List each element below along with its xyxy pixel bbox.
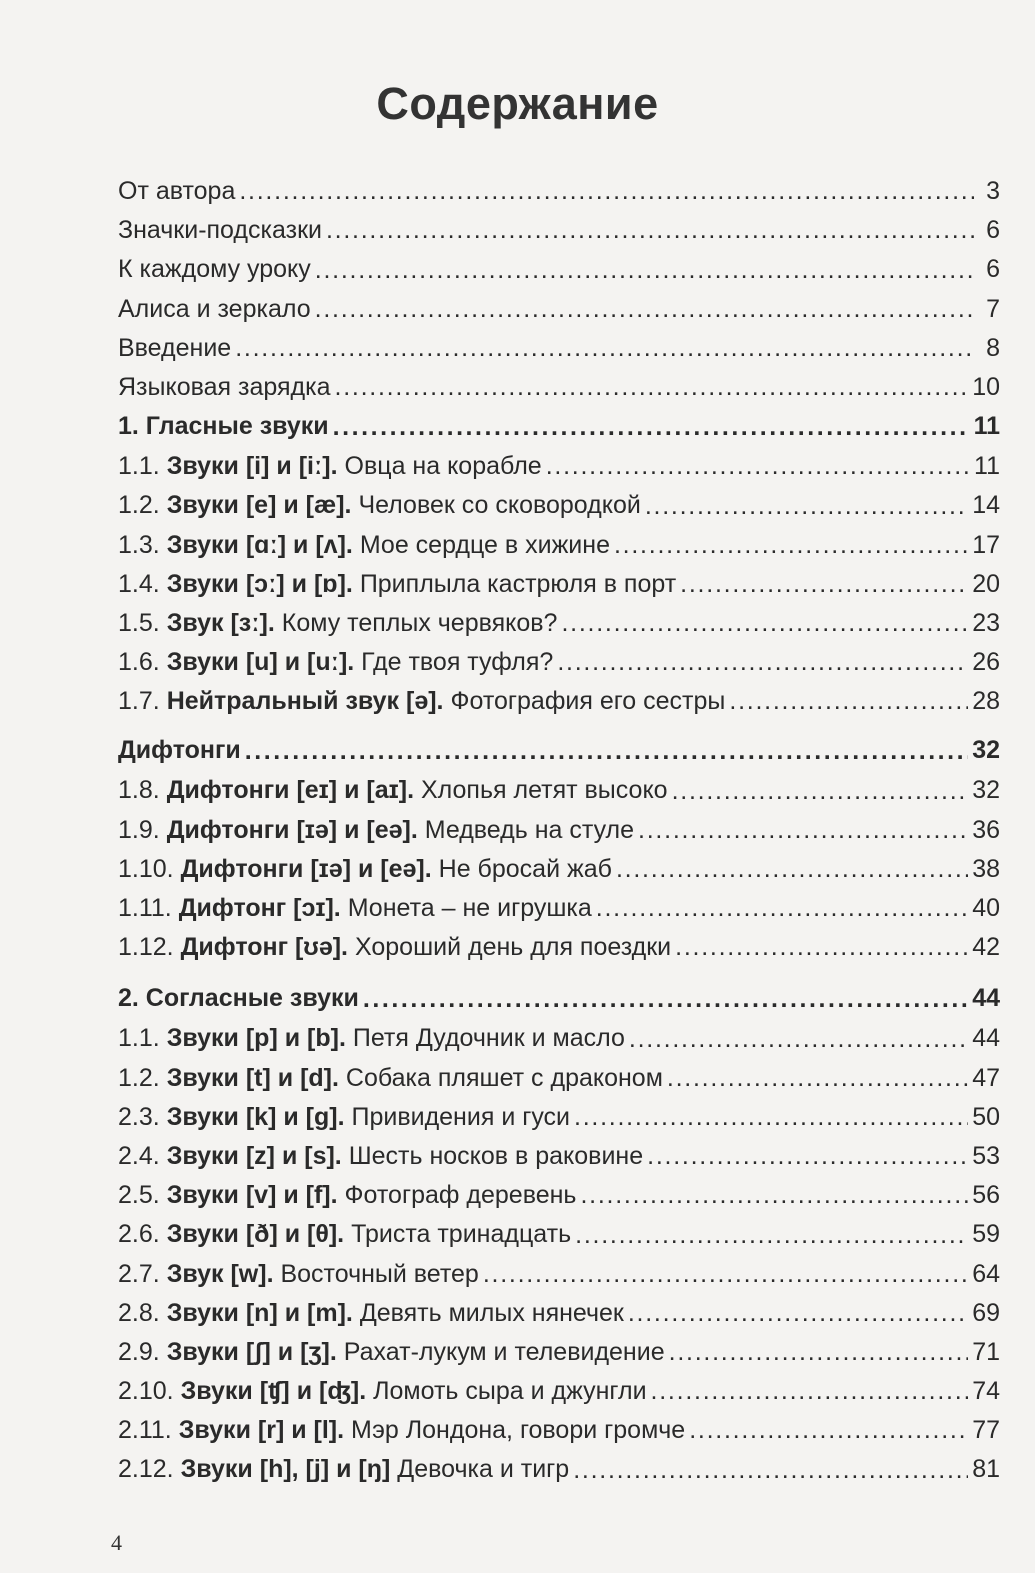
toc-entry-label	[118, 290, 311, 329]
toc-entry-label	[118, 1372, 647, 1411]
dot-leader	[645, 486, 968, 525]
toc-entry-label	[118, 604, 557, 643]
toc-entry-title: Овца на корабле	[344, 452, 542, 481]
toc-entry-row	[118, 1450, 1000, 1489]
toc-entry-label	[118, 1098, 570, 1137]
toc-entry-number: 2.5.	[118, 1181, 160, 1210]
dot-leader	[315, 290, 974, 329]
toc-entry-row	[118, 211, 1000, 250]
page-title: Содержание	[376, 78, 659, 129]
toc-page-number: 11	[973, 412, 1000, 441]
toc-entry-heading: Звук [w].	[166, 1259, 274, 1288]
toc-entry-number: 1.7.	[118, 687, 160, 716]
toc-entry-label	[118, 682, 725, 721]
dot-leader	[483, 1255, 968, 1294]
toc-page-number: 7	[986, 294, 1000, 323]
dot-leader	[614, 526, 968, 565]
toc-entry-label	[118, 1411, 685, 1450]
toc-entry-row	[118, 1294, 1000, 1333]
toc-entry-number: 2.10.	[118, 1377, 174, 1406]
toc-entry-heading: Дифтонги [ɪə] и [eə].	[180, 854, 432, 883]
toc-entry-title: Собака пляшет с драконом	[345, 1063, 663, 1092]
toc-entry-heading: Звуки [u] и [uː].	[166, 648, 355, 677]
toc-entry-heading: Звуки [i] и [iː].	[166, 452, 338, 481]
dot-leader	[235, 329, 974, 368]
toc-entry-label	[118, 407, 329, 446]
toc-entry-label	[118, 447, 542, 486]
toc-page-number: 69	[972, 1298, 1000, 1327]
toc-entry-number: 1.11.	[118, 894, 172, 922]
toc-entry-label	[118, 811, 634, 850]
toc-entry-row	[118, 486, 1000, 525]
toc-entry-row	[118, 172, 1000, 211]
toc-entry-label	[118, 731, 241, 770]
toc-entry-title: Восточный ветер	[280, 1259, 479, 1288]
toc-entry-title: Хороший день для поездки	[354, 933, 672, 962]
toc-entry-number: 2.6.	[118, 1220, 160, 1249]
toc-page-number: 44	[972, 1024, 1000, 1053]
dot-leader	[561, 604, 968, 643]
toc-entry-row	[118, 1098, 1000, 1137]
dot-leader	[675, 928, 968, 967]
toc-page-number: 32	[972, 776, 1000, 805]
dot-leader	[669, 1333, 969, 1372]
toc-page-number: 11	[974, 452, 1000, 481]
toc-entry-row	[118, 1059, 1000, 1098]
toc-page-number: 17	[972, 530, 1000, 559]
toc-page-number: 77	[972, 1416, 1000, 1445]
toc-entry-label	[118, 1450, 569, 1489]
toc-page-number: 44	[972, 984, 1000, 1013]
toc-entry-heading: Звуки [n] и [m].	[166, 1298, 353, 1327]
toc-entry-label	[118, 643, 553, 682]
dot-leader	[651, 1372, 969, 1411]
toc-entry-label	[118, 250, 311, 289]
dot-leader	[629, 1019, 968, 1058]
toc-entry-label	[118, 1059, 663, 1098]
toc-entry-row	[118, 1372, 1000, 1411]
toc-entry-label	[118, 889, 592, 928]
toc-entry-title: Человек со сковородкой	[358, 491, 641, 520]
toc-entry-title: Девочка и тигр	[397, 1455, 570, 1484]
toc-entry-title: Шесть носков в раковине	[348, 1141, 644, 1170]
toc-entry-heading: Звуки [ð] и [θ].	[166, 1220, 345, 1249]
toc-entry-label	[118, 771, 668, 810]
toc-entry-heading: Дифтонг [ɔɪ].	[178, 894, 341, 922]
toc-entry-label	[118, 172, 235, 211]
dot-leader	[638, 811, 968, 850]
toc-page-number: 81	[972, 1455, 1000, 1484]
toc-page-number: 8	[986, 333, 1000, 362]
toc-entry-title: Фотография его сестры	[450, 687, 726, 716]
toc-entry-heading: Звуки [ɑː] и [ʌ].	[166, 530, 353, 559]
dot-leader	[239, 172, 974, 211]
toc-entry-title: Не бросай жаб	[438, 854, 612, 883]
dot-leader	[689, 1411, 968, 1450]
toc-entry-heading: Звуки [h], [j] и [ŋ]	[180, 1455, 391, 1484]
dot-leader	[616, 850, 968, 889]
toc-entry-heading: Звуки [ʧ] и [ʤ].	[180, 1377, 367, 1406]
toc-entry-row	[118, 682, 1000, 721]
toc-entry-row	[118, 250, 1000, 289]
toc-entry-number: 2.12.	[118, 1455, 174, 1484]
toc-entry-heading: 2. Согласные звуки	[118, 984, 359, 1013]
toc-entry-heading: Звуки [ɔː] и [ɒ].	[166, 569, 353, 598]
toc-entry-number: 2.9.	[118, 1337, 160, 1366]
toc-entry-heading: Звуки [t] и [d].	[166, 1063, 339, 1092]
toc-entry-label	[118, 1294, 624, 1333]
dot-leader	[363, 979, 968, 1019]
dot-leader	[546, 447, 970, 486]
toc-entry-label	[118, 1176, 576, 1215]
toc-entry-heading: Нейтральный звук [ə].	[166, 687, 444, 716]
toc-entry-row	[118, 565, 1000, 604]
toc-entry-heading: 1. Гласные звуки	[118, 412, 329, 441]
toc-entry-row	[118, 1019, 1000, 1058]
toc-entry-row	[118, 850, 1000, 889]
toc-entry-title: Девять милых нянечек	[359, 1298, 624, 1327]
toc-entry-number: 1.5.	[118, 608, 160, 637]
toc-chapter-row	[118, 407, 1000, 447]
toc-page-number: 32	[972, 736, 1000, 765]
toc-entry-heading: Дифтонг [ʊə].	[180, 933, 349, 962]
toc-entry-number: 1.1.	[118, 1024, 160, 1053]
toc-entry-label	[118, 486, 641, 525]
toc-entry-row	[118, 1176, 1000, 1215]
toc-entry-title: Языковая зарядка	[118, 372, 331, 401]
dot-leader	[667, 1059, 968, 1098]
toc-entry-title: Петя Дудочник и масло	[352, 1024, 625, 1053]
dot-leader	[628, 1294, 968, 1333]
dot-leader	[333, 407, 970, 447]
toc-entry-heading: Звуки [v] и [f].	[166, 1181, 338, 1210]
toc-entry-number: 1.12.	[118, 933, 174, 962]
toc-entry-title: Рахат-лукум и телевидение	[343, 1337, 665, 1366]
toc-entry-heading: Звуки [e] и [æ].	[166, 491, 352, 520]
toc-entry-number: 1.8.	[118, 776, 160, 805]
toc-page-number: 28	[972, 687, 1000, 716]
toc-entry-title: Привидения и гуси	[351, 1102, 571, 1131]
toc-entry-heading: Звуки [r] и [l].	[178, 1416, 345, 1445]
dot-leader	[326, 211, 974, 250]
toc-entry-row	[118, 1333, 1000, 1372]
toc-entry-title: Значки-подсказки	[118, 216, 322, 245]
dot-leader	[573, 1450, 968, 1489]
toc-entry-label	[118, 1215, 571, 1254]
dot-leader	[680, 565, 968, 604]
toc-entry-heading: Звуки [z] и [s].	[166, 1141, 342, 1170]
toc-page-number: 3	[986, 177, 1000, 205]
dot-leader	[574, 1098, 968, 1137]
toc-entry-title: Где твоя туфля?	[361, 648, 554, 677]
table-of-contents	[118, 172, 1000, 1490]
dot-leader	[729, 682, 968, 721]
toc-page-number: 42	[972, 933, 1000, 962]
dot-leader	[245, 731, 968, 771]
toc-page-number: 14	[972, 491, 1000, 520]
toc-entry-title: Хлопья летят высоко	[420, 776, 668, 805]
toc-entry-title: К каждому уроку	[118, 255, 311, 284]
toc-chapter-row	[118, 731, 1000, 771]
toc-entry-number: 2.7.	[118, 1259, 160, 1288]
toc-entry-number: 1.2.	[118, 491, 160, 520]
toc-entry-row	[118, 1411, 1000, 1450]
toc-entry-number: 1.10.	[118, 854, 174, 883]
toc-entry-label	[118, 1019, 625, 1058]
toc-entry-row	[118, 811, 1000, 850]
dot-leader	[335, 368, 969, 407]
toc-entry-number: 1.1.	[118, 452, 160, 481]
toc-page-number: 6	[986, 255, 1000, 284]
toc-entry-row	[118, 1255, 1000, 1294]
toc-page-number: 20	[972, 569, 1000, 598]
toc-entry-number: 2.3.	[118, 1102, 160, 1131]
toc-entry-title: Алиса и зеркало	[118, 294, 311, 323]
toc-entry-number: 1.3.	[118, 530, 160, 559]
toc-entry-number: 1.2.	[118, 1063, 160, 1092]
toc-entry-title: Кому теплых червяков?	[281, 608, 558, 637]
toc-entry-title: От автора	[118, 177, 236, 205]
dot-leader	[580, 1176, 968, 1215]
toc-entry-label	[118, 368, 331, 407]
dot-leader	[575, 1215, 968, 1254]
toc-entry-row	[118, 329, 1000, 368]
toc-entry-number: 2.4.	[118, 1141, 160, 1170]
toc-page-number: 6	[986, 216, 1000, 245]
toc-entry-row	[118, 643, 1000, 682]
toc-entry-row	[118, 368, 1000, 407]
toc-entry-title: Монета – не игрушка	[347, 894, 592, 922]
toc-page-number: 71	[972, 1337, 1000, 1366]
dot-leader	[596, 889, 968, 928]
toc-entry-row	[118, 526, 1000, 565]
dot-leader	[672, 771, 969, 810]
dot-leader	[315, 250, 974, 289]
toc-entry-number: 1.9.	[118, 815, 160, 844]
toc-page-number: 40	[972, 894, 1000, 922]
toc-entry-heading: Звуки [p] и [b].	[166, 1024, 346, 1053]
toc-entry-row	[118, 771, 1000, 810]
toc-page-number: 64	[972, 1259, 1000, 1288]
toc-entry-heading: Звуки [ʃ] и [ʒ].	[166, 1337, 337, 1366]
page-number: 4	[111, 1530, 122, 1555]
toc-page-number: 59	[972, 1220, 1000, 1249]
toc-entry-title: Приплыла кастрюля в порт	[359, 569, 677, 598]
toc-page-number: 38	[972, 854, 1000, 883]
toc-entry-title: Фотограф деревень	[344, 1181, 577, 1210]
toc-entry-label	[118, 1333, 665, 1372]
toc-entry-row	[118, 447, 1000, 486]
toc-entry-title: Медведь на стуле	[424, 815, 635, 844]
toc-entry-label	[118, 526, 610, 565]
toc-page-number: 47	[972, 1063, 1000, 1092]
toc-entry-row	[118, 1215, 1000, 1254]
toc-entry-label	[118, 979, 359, 1018]
toc-page-number: 74	[972, 1377, 1000, 1406]
toc-entry-title: Введение	[118, 333, 232, 362]
toc-entry-heading: Дифтонги	[118, 736, 241, 765]
toc-page-number: 56	[972, 1181, 1000, 1210]
dot-leader	[557, 643, 968, 682]
dot-leader	[647, 1137, 968, 1176]
toc-entry-label	[118, 329, 231, 368]
toc-page-number: 36	[972, 815, 1000, 844]
toc-page-number: 53	[972, 1141, 1000, 1170]
toc-entry-number: 2.8.	[118, 1298, 160, 1327]
toc-page-number: 10	[972, 372, 1000, 401]
toc-entry-label	[118, 928, 671, 967]
toc-entry-title: Ломоть сыра и джунгли	[373, 1377, 647, 1406]
toc-chapter-row	[118, 979, 1000, 1019]
toc-entry-heading: Звук [ɜː].	[166, 608, 275, 637]
toc-entry-row	[118, 1137, 1000, 1176]
toc-entry-label	[118, 850, 612, 889]
toc-entry-title: Триста тринадцать	[351, 1220, 572, 1249]
toc-entry-number: 1.4.	[118, 569, 160, 598]
toc-entry-number: 1.6.	[118, 648, 160, 677]
toc-page-number: 23	[972, 608, 1000, 637]
toc-entry-number: 2.11.	[118, 1416, 172, 1445]
toc-entry-title: Мэр Лондона, говори громче	[351, 1416, 686, 1445]
toc-entry-label	[118, 1137, 643, 1176]
toc-page-number: 50	[972, 1102, 1000, 1131]
toc-entry-row	[118, 928, 1000, 967]
toc-entry-label	[118, 211, 322, 250]
toc-page-number: 26	[972, 648, 1000, 677]
toc-entry-heading: Дифтонги [ɪə] и [eə].	[166, 815, 418, 844]
toc-entry-heading: Дифтонги [eɪ] и [aɪ].	[166, 776, 415, 805]
toc-entry-label	[118, 1255, 479, 1294]
toc-entry-title: Мое сердце в хижине	[359, 530, 610, 559]
toc-entry-row	[118, 604, 1000, 643]
toc-entry-row	[118, 889, 1000, 928]
toc-entry-heading: Звуки [k] и [g].	[166, 1102, 345, 1131]
toc-entry-row	[118, 290, 1000, 329]
toc-entry-label	[118, 565, 676, 604]
